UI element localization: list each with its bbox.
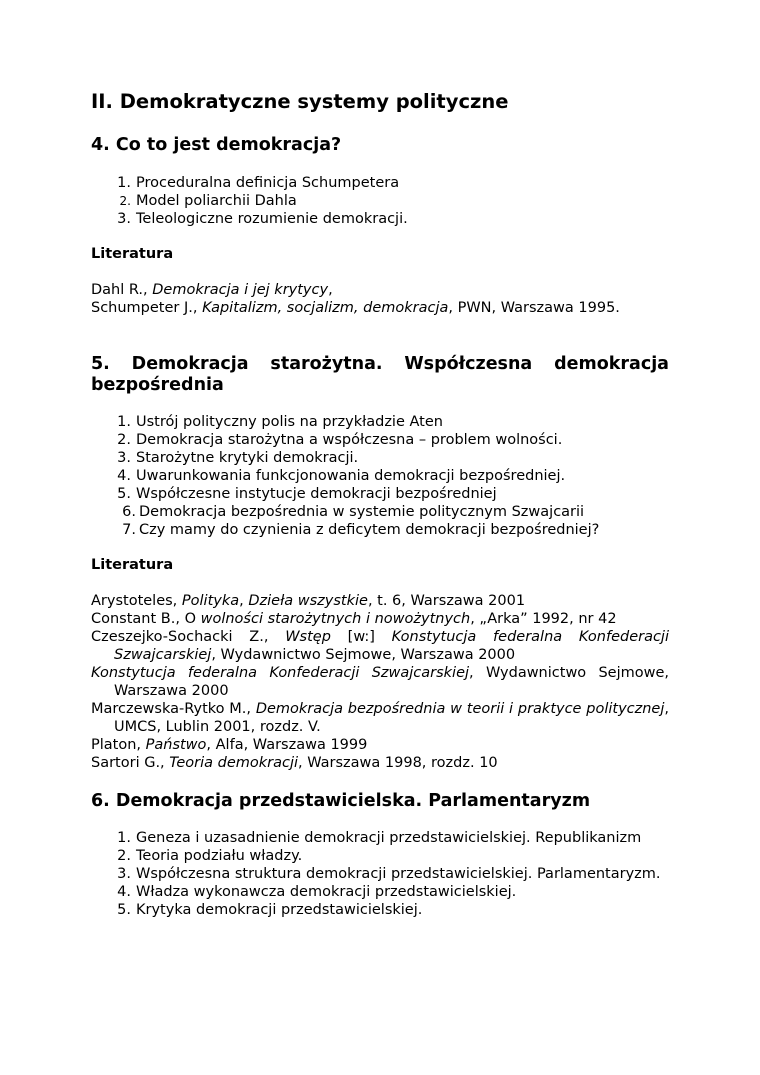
page-title: II. Demokratyczne systemy polityczne [91, 90, 509, 113]
section-4-heading: 4. Co to jest demokracja? [91, 135, 342, 155]
section-4-references [91, 281, 669, 317]
list-item: 3. Teleologiczne rozumienie demokracji. [117, 211, 408, 227]
list-item: 1. Ustrój polityczny polis na przykładzie Aten [117, 414, 443, 430]
reference-item: Schumpeter J., Kapitalizm, socjalizm, demokracja, PWN, Warszawa 1995. [91, 300, 620, 316]
list-item: 2. Model poliarchii Dahla [119, 193, 297, 209]
section-5-list [91, 413, 669, 539]
list-item: 5. Współczesne instytucje demokracji bezpośredniej [117, 486, 497, 502]
list-item: 5. Krytyka demokracji przedstawicielskiej. [117, 902, 423, 918]
list-item: 4. Władza wykonawcza demokracji przedstawicielskiej. [117, 884, 517, 900]
list-item: 4. Uwarunkowania funkcjonowania demokracji bezpośredniej. [117, 468, 566, 484]
reference-item: Konstytucja federalna Konfederacji Szwajcarskiej, Wydawnictwo Sejmowe, Warszawa 2000 [91, 665, 670, 699]
section-5-heading: 5. Demokracja starożytna. Współczesna demokracja bezpośrednia [91, 354, 669, 395]
list-item: 2. Teoria podziału władzy. [117, 848, 303, 864]
list-item: 1. Geneza i uzasadnienie demokracji przedstawicielskiej. Republikanizm [117, 830, 642, 846]
section-5-literature-heading: Literatura [91, 557, 174, 573]
list-item: 3. Współczesna struktura demokracji przedstawicielskiej. Parlamentaryzm. [117, 866, 661, 882]
section-4-literature-heading: Literatura [91, 246, 174, 262]
section-5-references [91, 592, 669, 772]
reference-item: Marczewska-Rytko M., Demokracja bezpośrednia w teorii i praktyce politycznej, UMCS, Lublin 2001, rozdz. V. [91, 701, 669, 735]
reference-item: Czeszejko-Sochacki Z., Wstęp [w:] Konstytucja federalna Konfederacji Szwajcarskiej, Wydawnictwo Sejmowe, Warszawa 2000 [91, 629, 669, 663]
list-item: 1. Proceduralna definicja Schumpetera [117, 175, 400, 191]
section-6-list [91, 829, 669, 919]
reference-item: Constant B., O wolności starożytnych i nowożytnych, „Arka” 1992, nr 42 [91, 611, 617, 627]
list-item: 3. Starożytne krytyki demokracji. [117, 450, 359, 466]
reference-item: Platon, Państwo, Alfa, Warszawa 1999 [91, 737, 368, 753]
list-item: 2. Demokracja starożytna a współczesna – problem wolności. [117, 432, 563, 448]
reference-item: Sartori G., Teoria demokracji, Warszawa 1998, rozdz. 10 [91, 755, 498, 771]
list-item: 7. Czy mamy do czynienia z deficytem demokracji bezpośredniej? [122, 522, 600, 538]
section-4-list [91, 174, 669, 228]
reference-item: Dahl R., Demokracja i jej krytycy, [91, 282, 333, 298]
reference-item: Arystoteles, Polityka, Dzieła wszystkie, t. 6, Warszawa 2001 [91, 593, 526, 609]
list-item: 6. Demokracja bezpośrednia w systemie politycznym Szwajcarii [122, 504, 585, 520]
section-6-heading: 6. Demokracja przedstawicielska. Parlamentaryzm [91, 791, 591, 811]
